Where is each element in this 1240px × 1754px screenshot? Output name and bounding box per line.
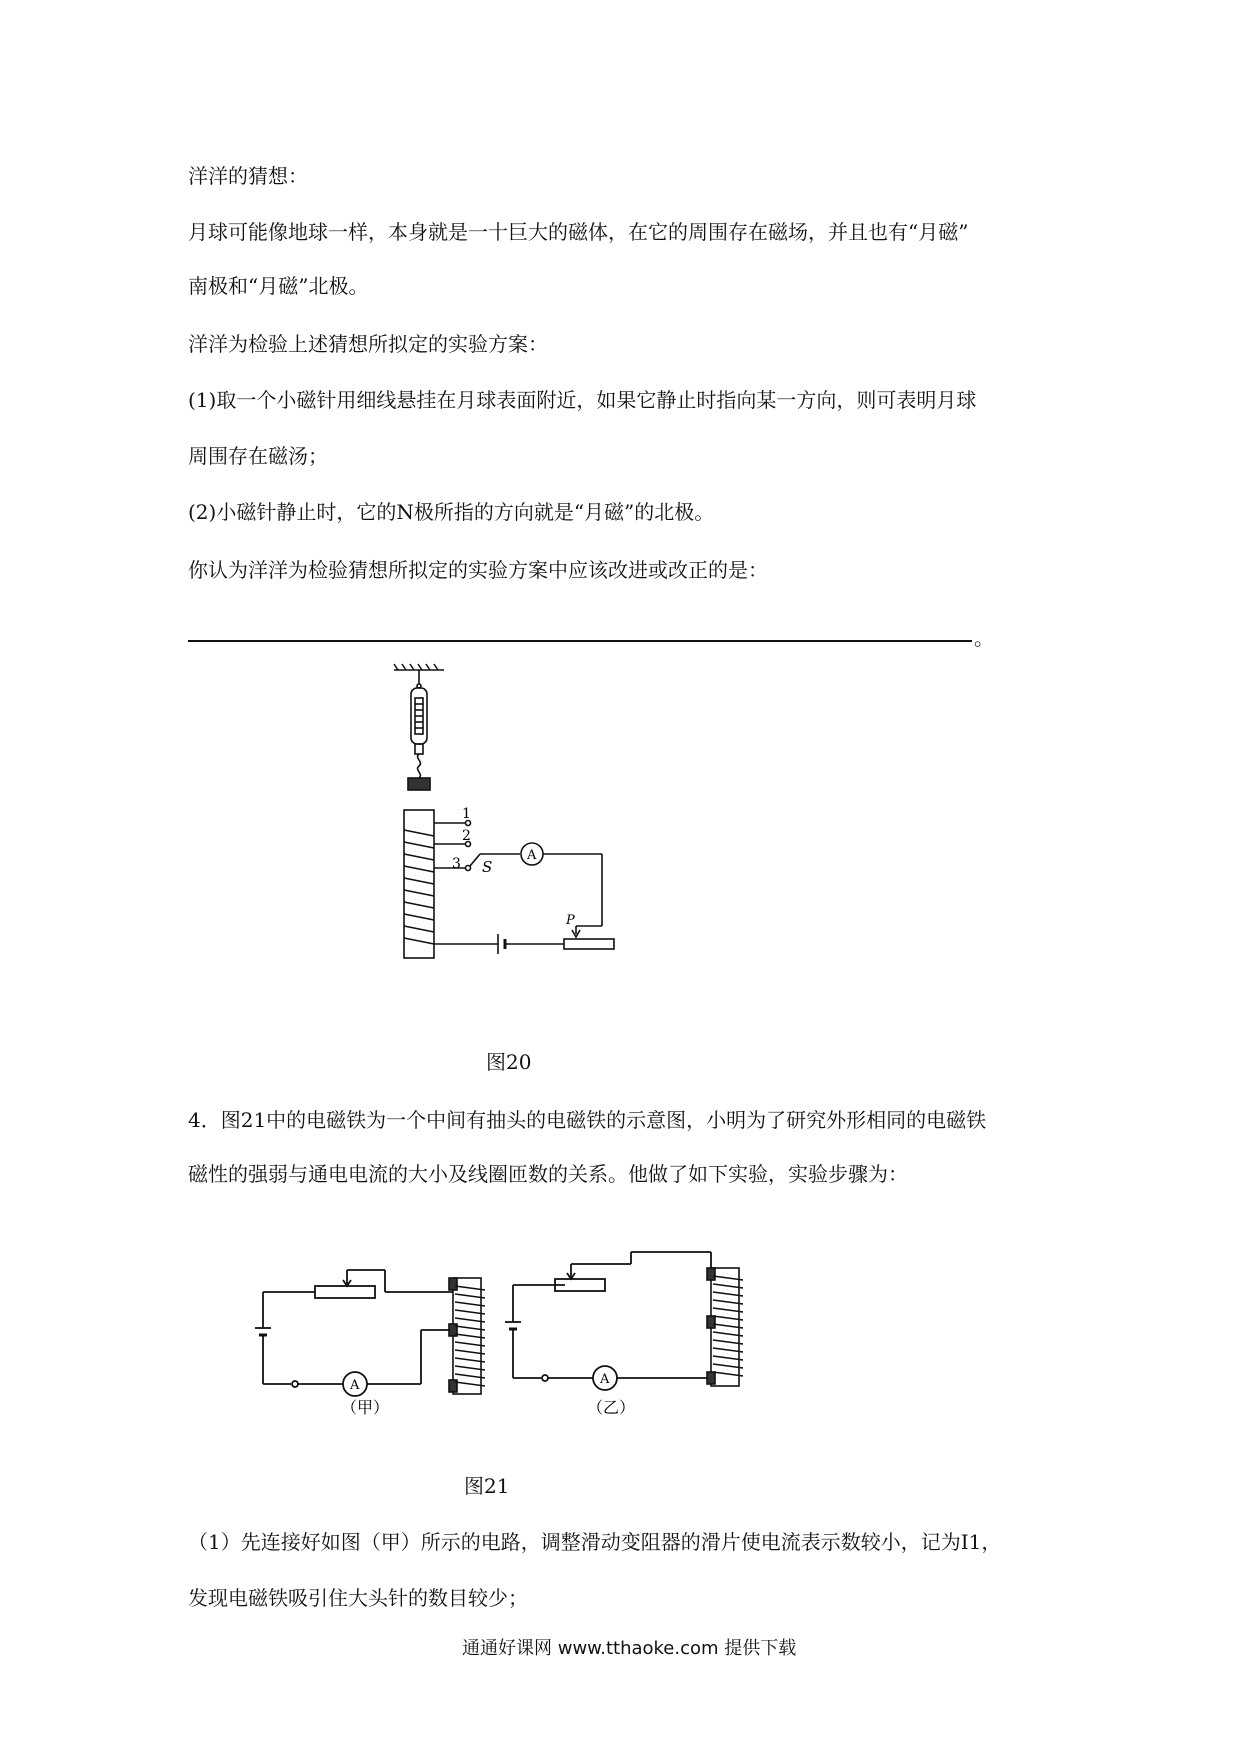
step1-line-1: (1)取一个小磁针用细线悬挂在月球表面附近，如果它静止时指向某一方向，则可表明月球 (188, 388, 977, 412)
tap-label-1: 1 (462, 806, 471, 822)
circuit-right (505, 1252, 711, 1390)
guess-title: 洋洋的猜想： (188, 164, 308, 188)
figure-21-caption: 图21 (464, 1474, 510, 1498)
q4-line-2: 磁性的强弱与通电电流的大小及线圈匝数的关系。他做了如下实验，实验步骤为： (188, 1162, 908, 1186)
switch-label: S (482, 858, 493, 876)
plan-title: 洋洋为检验上述猜想所拟定的实验方案： (188, 332, 548, 356)
figure-21-diagram (255, 1250, 855, 1415)
q4-line-1: 4．图21中的电磁铁为一个中间有抽头的电磁铁的示意图，小明为了研究外形相同的电磁铁 (188, 1108, 987, 1132)
circuit-wires (434, 821, 614, 955)
answer-end-mark: 。 (974, 626, 994, 650)
figure-20-caption: 图20 (486, 1050, 532, 1074)
answer-blank[interactable] (188, 640, 972, 642)
figure-21-left-label: （甲） (341, 1398, 390, 1417)
electromagnet (404, 810, 434, 958)
question-line: 你认为洋洋为检验猜想所拟定的实验方案中应该改进或改正的是： (188, 558, 768, 582)
guess-line-1: 月球可能像地球一样，本身就是一十巨大的磁体，在它的周围存在磁场，并且也有“月磁” (188, 220, 969, 244)
ammeter-label: A (527, 848, 537, 863)
ammeter-right-label: A (600, 1372, 610, 1387)
slider-label: P (566, 913, 575, 928)
electromagnet-left (449, 1278, 485, 1394)
tap-label-2: 2 (462, 828, 471, 844)
ceiling-mount (394, 664, 444, 670)
footer: 通通好课网 www.tthaoke.com 提供下载 (462, 1638, 797, 1659)
guess-line-2: 南极和“月磁”北极。 (188, 274, 369, 298)
step2-line: (2)小磁针静止时，它的N极所指的方向就是“月磁”的北极。 (188, 500, 715, 524)
part1-line-2: 发现电磁铁吸引住大头针的数目较少； (188, 1586, 528, 1610)
electromagnet-right (707, 1268, 743, 1386)
part1-line-1: （1）先连接好如图（甲）所示的电路，调整滑动变阻器的滑片使电流表示数较小，记为I1， (188, 1530, 1002, 1554)
step1-line-2: 周围存在磁汤； (188, 444, 328, 468)
figure-21-right-label: （乙） (587, 1398, 636, 1417)
spring-scale (408, 670, 430, 790)
ammeter-left-label: A (350, 1378, 360, 1393)
tap-label-3: 3 (452, 856, 461, 872)
figure-20-diagram (380, 660, 640, 1000)
